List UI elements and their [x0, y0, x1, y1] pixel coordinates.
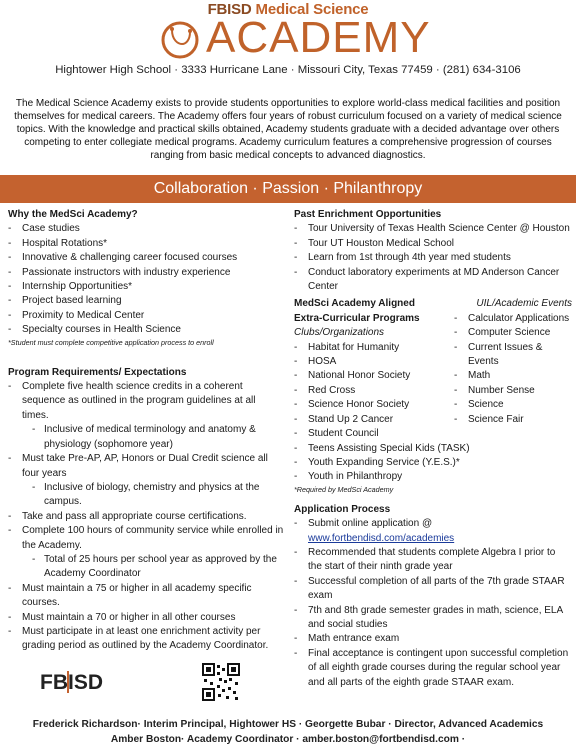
list-item: - Submit online application @ www.fortbendisd.com/academies	[294, 517, 572, 546]
clubs-heading: Clubs/Organizations	[294, 327, 385, 339]
why-list	[8, 222, 284, 337]
list-item: - Take and pass all appropriate course certifications.	[8, 510, 284, 524]
list-item: - Internship Opportunities*	[8, 280, 284, 294]
list-item: - Must take Pre-AP, AP, Honors or Dual Credit science all four years - Inclusive of biology, chemistry and physics at the campus.	[8, 452, 284, 510]
list-item: - Science Honor Society	[294, 398, 572, 412]
requirements-list	[8, 380, 284, 654]
list-item: - Number Sense	[454, 384, 572, 398]
list-item: - Hospital Rotations*	[8, 237, 284, 251]
past-enrichment-list	[294, 222, 572, 294]
list-item: - Youth in Philanthropy	[294, 470, 572, 484]
brand-suffix: Medical Science	[251, 1, 369, 18]
list-item: - Math	[454, 369, 572, 383]
list-item: - HOSA	[294, 355, 572, 369]
list-item: - Youth Expanding Service (Y.E.S.)*	[294, 456, 572, 470]
application-heading: Application Process	[294, 503, 391, 515]
requirements-heading: Program Requirements/ Expectations	[8, 366, 187, 378]
page-footer	[0, 717, 576, 747]
list-item: - Computer Science	[454, 326, 572, 340]
application-list	[294, 517, 572, 690]
list-item: - Teens Assisting Special Kids (TASK)	[294, 442, 572, 456]
list-item: - Science Fair	[454, 413, 572, 427]
academy-wordmark: ACADEMY	[206, 13, 431, 62]
academy-logo	[160, 13, 431, 62]
list-item: - Habitat for Humanity	[294, 341, 572, 355]
qr-code-icon[interactable]	[202, 663, 240, 701]
fbisd-logo	[40, 668, 104, 694]
list-item: - Learn from 1st through 4th year med students	[294, 251, 572, 265]
list-item: - Case studies	[8, 222, 284, 236]
list-item: - Successful completion of all parts of the 7th grade STAAR exam	[294, 575, 572, 604]
list-item: - Recommended that students complete Algebra I prior to the start of their ninth grade year	[294, 546, 572, 575]
sub-item: - Total of 25 hours per school year as approved by the Academy Coordinator	[22, 553, 284, 582]
uil-heading: UIL/Academic Events	[476, 298, 572, 310]
list-item: - Math entrance exam	[294, 632, 572, 646]
list-item: - Passionate instructors with industry experience	[8, 266, 284, 280]
list-item: - Project based learning	[8, 294, 284, 308]
list-item: - National Honor Society	[294, 369, 572, 383]
list-item: - Red Cross	[294, 384, 572, 398]
list-item: - 7th and 8th grade semester grades in math, science, ELA and social studies	[294, 604, 572, 633]
intro-paragraph: The Medical Science Academy exists to provide students opportunities to explore world-class medical facilities and position themselves for medical careers. The Academy offers four years of robust curriculum focused on a variety of medical science topics. With the knowledge and practical skills obtained, Academy students graduate with a decided advantage over others competing to enter collegiate medical programs. Academy curriculum features a comprehensive progression of courses ranging from basic medical concepts to advanced diagnostics.	[14, 98, 562, 161]
list-item: - Final acceptance is contingent upon successful completion of all eighth grade courses during the regular school year and all parts of the eighth grade STAAR exam.	[294, 647, 572, 690]
sub-item: - Inclusive of biology, chemistry and physics at the campus.	[22, 481, 284, 510]
list-item: - Innovative & challenging career focused courses	[8, 251, 284, 265]
list-item: - Calculator Applications	[454, 312, 572, 326]
stethoscope-icon	[160, 18, 204, 60]
list-item: - Specialty courses in Health Science	[8, 323, 284, 337]
sub-item: - Inclusive of medical terminology and anatomy & physiology (sophomore year)	[22, 423, 284, 452]
extra-heading-2: Extra-Curricular Programs	[294, 312, 420, 324]
clubs-footnote: *Required by MedSci Academy	[294, 484, 394, 494]
list-item: - Student Council	[294, 427, 572, 441]
list-item: - Complete 100 hours of community service while enrolled in the Academy. - Total of 25 hours per school year as approved by the Academy Coordinator	[8, 524, 284, 582]
motto-banner: Collaboration · Passion · Philanthropy	[0, 175, 576, 203]
list-item: - Science	[454, 398, 572, 412]
left-column	[8, 208, 284, 654]
fbisd-logo-text: FBISD	[40, 671, 103, 694]
school-address: Hightower High School · 3333 Hurricane Lane · Missouri City, Texas 77459 · (281) 634-3106	[55, 64, 521, 76]
list-item: - Must maintain a 70 or higher in all other courses	[8, 611, 284, 625]
list-item: - Complete five health science credits in a coherent sequence as outlined in the program guidelines at all times. - Inclusive of medical terminology and anatomy & physiology (sophomore year)	[8, 380, 284, 452]
why-footnote: *Student must complete competitive application process to enroll	[8, 337, 214, 347]
list-item: - Tour UT Houston Medical School	[294, 237, 572, 251]
brand-prefix: FBISD	[207, 1, 252, 18]
clubs-list	[294, 341, 572, 485]
list-item: - Tour University of Texas Health Science Center @ Houston	[294, 222, 572, 236]
list-item: - Proximity to Medical Center	[8, 309, 284, 323]
extra-curricular-section	[294, 297, 572, 494]
past-enrichment-heading: Past Enrichment Opportunities	[294, 209, 442, 220]
list-item: - Stand Up 2 Cancer	[294, 413, 572, 427]
list-item: - Current Issues & Events	[454, 341, 572, 370]
list-item: - Must maintain a 75 or higher in all academy specific courses.	[8, 582, 284, 611]
page-header	[0, 0, 576, 84]
why-heading: Why the MedSci Academy?	[8, 209, 138, 220]
list-item: - Conduct laboratory experiments at MD Anderson Cancer Center	[294, 266, 572, 295]
footer-line-2: Amber Boston· Academy Coordinator · amber.boston@fortbendisd.com ·	[110, 734, 466, 745]
footer-line-1: Frederick Richardson· Interim Principal, Hightower HS · Georgette Bubar · Director, Advanced Academics	[32, 719, 544, 730]
list-item: - Must participate in at least one enrichment activity per grading period as outlined by the Academy Coordinator.	[8, 625, 284, 654]
extra-heading-1: MedSci Academy Aligned	[294, 298, 415, 310]
academies-link[interactable]: www.fortbendisd.com/academies	[308, 532, 455, 544]
right-column	[294, 208, 572, 690]
